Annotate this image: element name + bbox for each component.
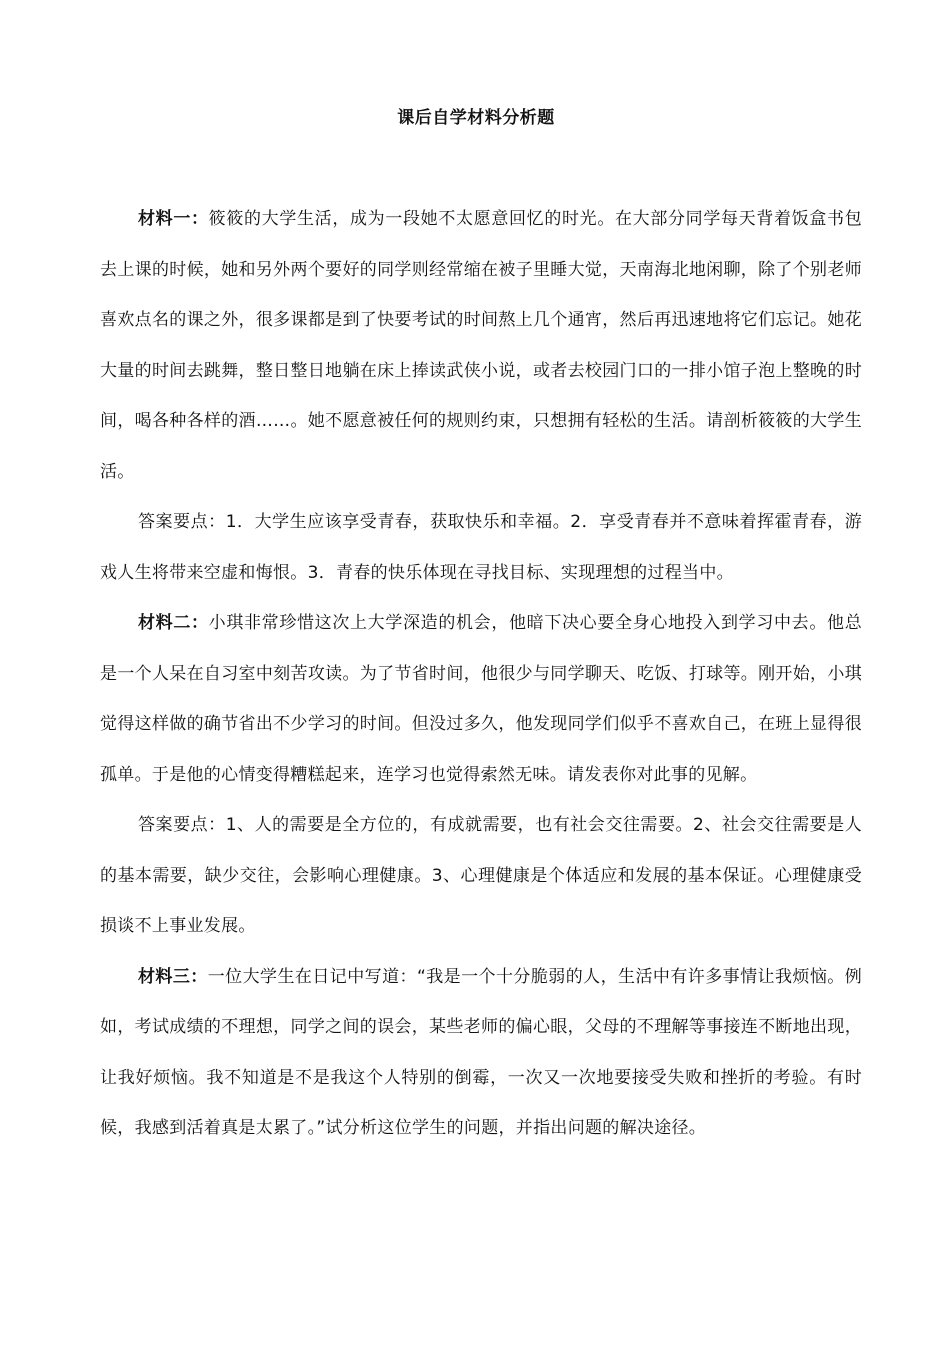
answer-one-paragraph — [100, 497, 862, 598]
answer-two-paragraph — [100, 800, 862, 952]
document-title: 课后自学材料分析题 — [397, 108, 555, 128]
answer-one-text: 答案要点：1．大学生应该享受青春，获取快乐和幸福。2．享受青春并不意味着挥霍青春，游戏人生将带来空虚和悔恨。3．青春的快乐体现在寻找目标、实现理想的过程当中。 — [100, 512, 862, 583]
material-three-text: 一位大学生在日记中写道：“我是一个十分脆弱的人，生活中有许多事情让我烦恼。例如，考试成绩的不理想，同学之间的误会，某些老师的偏心眼，父母的不理解等事接连不断地出现，让我好烦恼。我不知道是不是我这个人特别的倒霉，一次又一次地要接受失败和挫折的考验。有时候，我感到活着真是太累了。”试分析这位学生的问题，并指出问题的解决途径。 — [100, 966, 862, 1138]
answer-two-text: 答案要点：1、人的需要是全方位的，有成就需要，也有社会交往需要。2、社会交往需要是人的基本需要，缺少交往，会影响心理健康。3、心理健康是个体适应和发展的基本保证。心理健康受损谈不上事业发展。 — [100, 815, 862, 936]
material-one-paragraph — [100, 194, 862, 497]
material-two-text: 小琪非常珍惜这次上大学深造的机会，他暗下决心要全身心地投入到学习中去。他总是一个人呆在自习室中刻苦攻读。为了节省时间，他很少与同学聊天、吃饭、打球等。刚开始，小琪觉得这样做的确节省出不少学习的时间。但没过多久，他发现同学们似乎不喜欢自己，在班上显得很孤单。于是他的心情变得糟糕起来，连学习也觉得索然无味。请发表你对此事的见解。 — [100, 613, 862, 785]
material-one-text: 筱筱的大学生活，成为一段她不太愿意回忆的时光。在大部分同学每天背着饭盒书包去上课的时候，她和另外两个要好的同学则经常缩在被子里睡大觉，天南海北地闲聊，除了个别老师喜欢点名的课之外，很多课都是到了快要考试的时间熬上几个通宵，然后再迅速地将它们忘记。她花大量的时间去跳舞，整日整日地躺在床上捧读武侠小说，或者去校园门口的一排小馆子泡上整晚的时间，喝各种各样的酒……。她不愿意被任何的规则约束，只想拥有轻松的生活。请剖析筱筱的大学生活。 — [100, 209, 862, 482]
material-three-label: 材料三： — [138, 966, 208, 987]
material-three-paragraph — [100, 952, 862, 1154]
material-two-paragraph — [100, 598, 862, 800]
material-one-label: 材料一： — [138, 209, 209, 229]
document-body — [100, 194, 862, 1154]
material-two-label: 材料二： — [138, 613, 209, 633]
